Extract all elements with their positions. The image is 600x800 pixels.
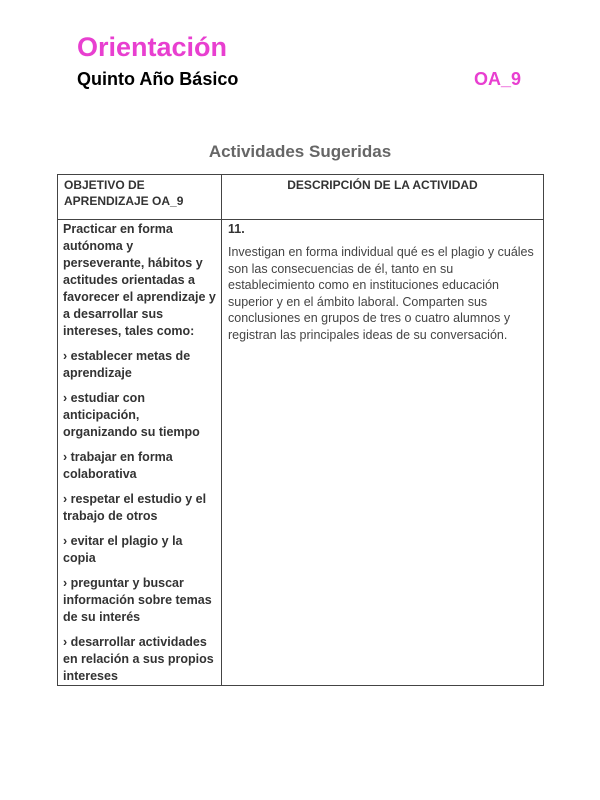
table-row [58, 220, 544, 686]
objective-intro: Practicar en forma autónoma y perseverante, hábitos y actitudes orientadas a favorecer el aprendizaje y a desarrollar sus intereses, tales como: [63, 222, 216, 338]
objective-bullet: › desarrollar actividades en relación a sus propios intereses [63, 635, 214, 683]
objective-bullet: › respetar el estudio y el trabajo de otros [63, 492, 207, 523]
objective-bullet: › estudiar con anticipación, organizando su tiempo [63, 391, 200, 439]
grade-label: Quinto Año Básico [77, 69, 239, 89]
description-cell [222, 220, 544, 686]
section-heading: Actividades Sugeridas [208, 142, 392, 161]
description-column-header: DESCRIPCIÓN DE LA ACTIVIDAD [222, 175, 544, 220]
activity-description: Investigan en forma individual qué es el plagio y cuáles son las consecuencias de él, tanto en su establecimiento como en instituciones educación superior y en el ámbito laboral. Comparten sus conclusiones en grupos de tres o cuatro alumnos y registran las principales ideas de su conversación. [228, 245, 534, 342]
objective-column-header: OBJETIVO DE APRENDIZAJE OA_9 [58, 175, 222, 220]
objective-bullet: › trabajar en forma colaborativa [63, 450, 173, 481]
activity-number: 11. [228, 222, 245, 236]
activity-table [57, 174, 544, 686]
oa-code: OA_9 [473, 69, 521, 89]
table-header-row [58, 175, 544, 220]
objective-bullet: › preguntar y buscar información sobre temas de su interés [63, 576, 212, 624]
subject-title: Orientación [77, 32, 228, 62]
objective-cell [58, 220, 222, 686]
objective-bullet: › evitar el plagio y la copia [63, 534, 183, 565]
objective-bullet: › establecer metas de aprendizaje [63, 349, 191, 380]
